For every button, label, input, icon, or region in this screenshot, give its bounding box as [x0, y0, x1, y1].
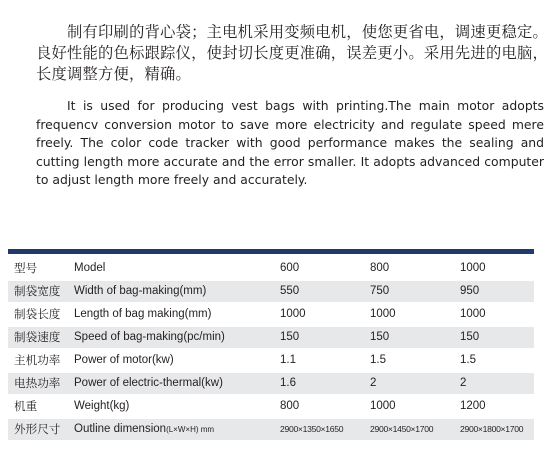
spec-label-zh: 制袋长度 — [14, 307, 61, 321]
spec-value-1000: 1200 — [460, 400, 486, 412]
spec-row-weight — [8, 396, 534, 417]
spec-label-zh: 外形尺寸 — [14, 422, 61, 436]
spec-value-1000: 1000 — [460, 308, 486, 320]
spec-value-800: 2 — [370, 377, 377, 389]
spec-label-zh: 制袋宽度 — [14, 284, 61, 298]
spec-label-zh: 机重 — [14, 399, 38, 413]
spec-label-zh: 型号 — [14, 261, 38, 275]
spec-table — [8, 249, 534, 440]
spec-value-1000: 950 — [460, 285, 480, 297]
spec-label-en: Length of bag making(mm) — [74, 308, 212, 320]
spec-row-thermal-power — [8, 373, 534, 394]
spec-label-en: Weight(kg) — [74, 400, 130, 412]
spec-value-800: 1.5 — [370, 354, 386, 366]
intro-chinese: 制有印刷的背心袋；主电机采用变频电机，使您更省电，调速更稳定。良好性能的色标跟踪仪，使封切长度更准确，误差更小。采用先进的电脑，长度调整方便，精确。 — [36, 23, 548, 83]
spec-value-600: 2900×1350×1650 — [280, 424, 344, 434]
spec-label-unit: (L×W×H) mm — [166, 425, 215, 434]
intro-english: It is used for producing vest bags with printing.The main motor adopts frequencv conversion motor to save more electricity and regulate speed mere freely. The color code tracker with good performance makes the sealing and cutting length more accurate and the error smaller. It adopts advanced computer to adjust length more freely and accurately. — [36, 98, 544, 187]
spec-value-1000: 150 — [460, 331, 480, 343]
spec-row-dimension — [8, 419, 534, 440]
spec-value-800: 1000 — [370, 308, 396, 320]
spec-value-800: 750 — [370, 285, 390, 297]
spec-row-length — [8, 304, 534, 325]
spec-label-zh: 制袋速度 — [14, 330, 61, 344]
spec-value-600: 1.6 — [280, 377, 296, 389]
spec-row-width — [8, 281, 534, 302]
spec-label-en — [74, 419, 214, 440]
spec-label-zh: 电热功率 — [14, 376, 61, 390]
spec-value-800: 150 — [370, 331, 390, 343]
spec-value-800: 1000 — [370, 400, 396, 412]
spec-value-600: 800 — [280, 400, 300, 412]
spec-row-motor-power — [8, 350, 534, 371]
spec-label-en: Model — [74, 262, 106, 274]
spec-label-en-text: Outline dimension — [74, 423, 167, 435]
spec-value-1000: 2 — [460, 377, 467, 389]
spec-label-zh: 主机功率 — [14, 353, 61, 367]
spec-row-speed — [8, 327, 534, 348]
spec-label-en: Width of bag-making(mm) — [74, 285, 207, 297]
spec-value-600: 1.1 — [280, 354, 296, 366]
spec-value-600: 1000 — [280, 308, 306, 320]
spec-label-en: Power of electric-thermal(kw) — [74, 377, 223, 389]
spec-value-600: 550 — [280, 285, 300, 297]
spec-value-600: 150 — [280, 331, 300, 343]
spec-value-600: 600 — [280, 262, 300, 274]
spec-value-1000: 2900×1800×1700 — [460, 424, 524, 434]
spec-value-1000: 1000 — [460, 262, 486, 274]
spec-value-800: 2900×1450×1700 — [370, 424, 434, 434]
spec-label-en: Power of motor(kw) — [74, 354, 174, 366]
spec-value-1000: 1.5 — [460, 354, 476, 366]
spec-label-en: Speed of bag-making(pc/min) — [74, 331, 225, 343]
spec-value-800: 800 — [370, 262, 390, 274]
spec-row-model — [8, 258, 534, 279]
